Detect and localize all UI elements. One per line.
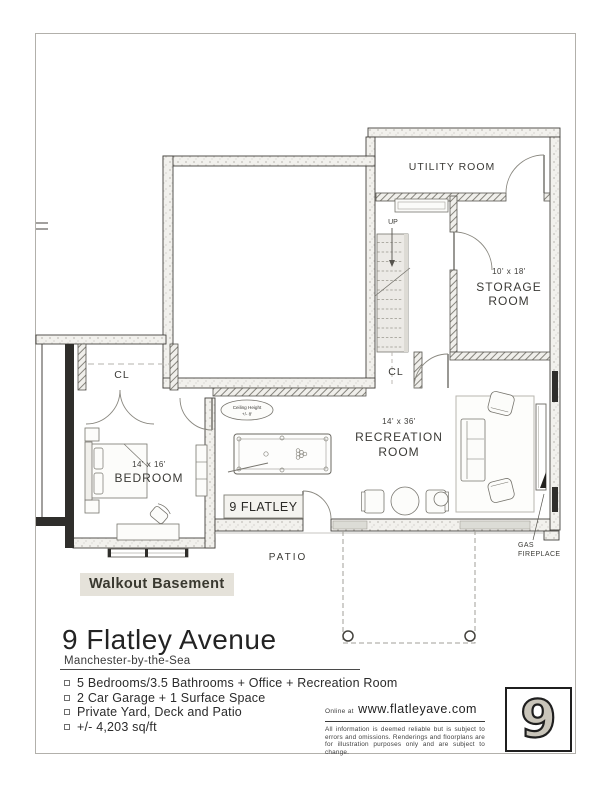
label-gas: GAS — [518, 542, 534, 549]
label-storage-dims: 10' x 18' — [492, 267, 526, 276]
brand-logo — [505, 687, 572, 752]
property-city: Manchester-by-the-Sea — [64, 655, 191, 667]
pillow — [94, 473, 103, 494]
door-patio — [303, 491, 331, 519]
feature-item: +/- 4,203 sq/ft — [64, 720, 398, 735]
wall-utility-door-stub — [544, 193, 550, 201]
wall-central-bottom — [163, 378, 375, 388]
label-rec-dims: 14' x 36' — [382, 417, 416, 426]
wall-corner-step — [544, 531, 559, 540]
disclaimer-text: All information is deemed reliable but is subject to errors and omissions. Renderings and floorplans are for illustration purposes only and are subject to change. — [325, 726, 485, 756]
deck-post-right — [465, 631, 475, 641]
title-divider — [60, 669, 360, 670]
svg-text:FIREPLACE: FIREPLACE — [518, 551, 561, 558]
bistro-table — [391, 487, 419, 515]
deck-outline — [343, 531, 475, 643]
square-bullet-icon — [64, 724, 70, 730]
label-rec-room: RECREATION — [355, 430, 443, 444]
ceiling-height-note — [221, 400, 273, 420]
desk-and-chair — [117, 502, 179, 540]
wall-right — [550, 137, 560, 530]
wardrobe — [196, 445, 207, 496]
svg-text:+/- 8': +/- 8' — [241, 411, 253, 417]
mechanical-equipment — [395, 199, 448, 212]
property-address: 9 Flatley Avenue — [62, 624, 277, 655]
wall-left-bottom-stub — [36, 517, 65, 526]
window-rec-bottom-1 — [333, 521, 367, 529]
wall-stairwell-left — [366, 137, 375, 388]
bistro-chair-left — [364, 490, 384, 513]
logo-numeral: 9 — [520, 689, 557, 750]
door-storage — [454, 232, 492, 270]
label-utility-room: UTILITY ROOM — [408, 161, 496, 173]
svg-text:Ceiling Height: Ceiling Height — [232, 405, 262, 410]
label-storage-room: STORAGE — [476, 280, 542, 294]
svg-text:ROOM: ROOM — [378, 445, 420, 459]
feature-item: Private Yard, Deck and Patio — [64, 705, 398, 720]
contact-block — [325, 700, 485, 756]
online-at-label: Online at — [325, 708, 354, 715]
wall-storage-left-lower — [450, 270, 457, 352]
wall-bedroom-top — [36, 335, 166, 344]
square-bullet-icon — [64, 709, 70, 715]
wall-closet-stub — [414, 352, 422, 388]
pool-table — [228, 434, 331, 474]
address-sign — [224, 495, 303, 518]
partition-walls — [78, 193, 550, 396]
pillow — [94, 448, 103, 469]
window-bedroom-bottom — [108, 549, 188, 557]
feature-item: 5 Bedrooms/3.5 Bathrooms + Office + Recreation Room — [64, 676, 398, 691]
door-bedroom-closet-double — [86, 390, 154, 424]
label-patio: PATIO — [268, 552, 308, 563]
label-closet-bedroom: CL — [114, 369, 130, 381]
wall-bedroom-left — [65, 344, 74, 548]
door-utility — [506, 155, 544, 193]
nightstand-bottom — [85, 500, 99, 513]
label-up: UP — [388, 219, 398, 226]
level-label: Walkout Basement — [80, 573, 234, 596]
contact-divider — [325, 721, 485, 722]
label-bedroom-dims: 14' x 16' — [132, 460, 166, 469]
deck-post-left — [343, 631, 353, 641]
label-closet-hall: CL — [388, 366, 404, 378]
wall-bedroom-closet-right — [170, 344, 178, 390]
square-bullet-icon — [64, 695, 70, 701]
svg-text:9 FLATLEY: 9 FLATLEY — [229, 500, 298, 514]
window-right-upper — [552, 371, 558, 402]
label-bedroom: BEDROOM — [114, 471, 184, 485]
window-rec-bottom-2 — [460, 521, 530, 529]
sofa — [461, 419, 485, 481]
wall-rec-bottom-left — [215, 519, 303, 531]
wall-storage-left-upper — [450, 196, 457, 232]
svg-text:ROOM: ROOM — [488, 294, 530, 308]
window-right-lower — [552, 487, 558, 512]
wall-utility-top — [368, 128, 560, 137]
website-url: www.flatleyave.com — [358, 702, 477, 716]
wall-bedroom-closet-left — [78, 344, 86, 390]
square-bullet-icon — [64, 680, 70, 686]
wall-central-top — [163, 156, 375, 166]
wall-rec-top-furring — [213, 388, 366, 396]
wall-storage-bottom — [450, 352, 550, 360]
staircase — [375, 228, 410, 352]
feature-item: 2 Car Garage + 1 Surface Space — [64, 691, 398, 706]
plan-cut-lines — [36, 223, 48, 517]
side-table — [434, 492, 448, 506]
nightstand-top — [85, 428, 99, 441]
sitting-area — [434, 390, 534, 512]
